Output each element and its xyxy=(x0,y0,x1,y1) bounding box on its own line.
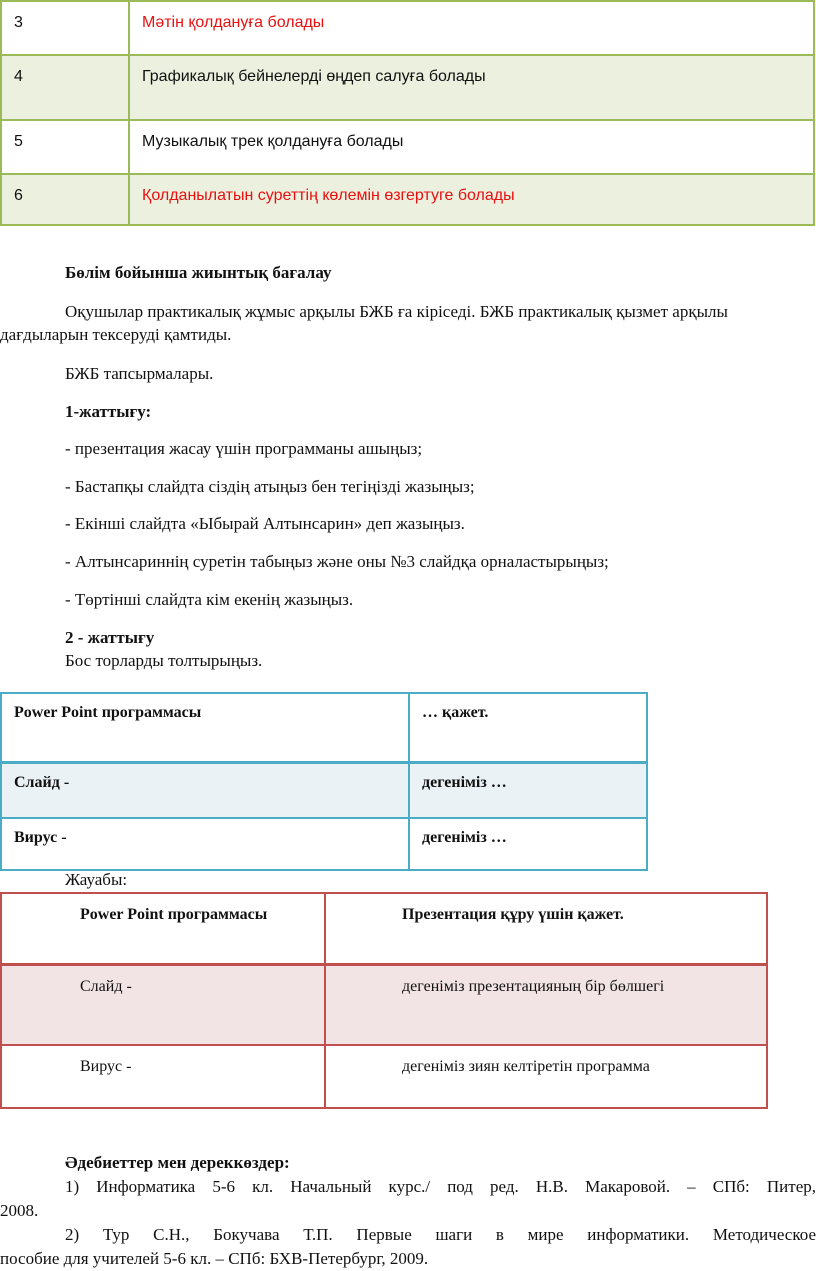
intro-paragraph-line2: дағдыларын тексеруді қамтиды. xyxy=(0,325,232,344)
cell-term: Вирус - xyxy=(1,818,409,870)
references-title: Әдебиеттер мен дереккөздер: xyxy=(65,1153,290,1172)
cell-term: Power Point программасы xyxy=(1,693,409,763)
cell-blank: дегеніміз … xyxy=(409,818,647,870)
table-row xyxy=(1,893,767,965)
reference-item: 1) Информатика 5-6 кл. Начальный курс./ под ред. Н.В. Макаровой. – СПб: Питер, xyxy=(65,1177,816,1196)
tasks-title: БЖБ тапсырмалары. xyxy=(65,364,214,383)
cell-term: Слайд - xyxy=(1,763,409,819)
references xyxy=(0,1151,816,1271)
intro-paragraph-line1: Оқушылар практикалық жұмыс арқылы БЖБ ға кіріседі. БЖБ практикалық қызмет арқылы xyxy=(65,302,728,321)
cell-answer: дегеніміз презентацияның бір бөлшегі xyxy=(325,965,767,1046)
exercise2-title: 2 - жаттығу xyxy=(65,628,155,647)
cell-term: Вирус - xyxy=(1,1045,325,1108)
table-row xyxy=(1,1,814,55)
table-row xyxy=(1,174,814,225)
table-row xyxy=(1,763,647,819)
exercise1-title: 1-жаттығу: xyxy=(65,402,152,421)
table-row xyxy=(1,55,814,120)
cell-term: Слайд - xyxy=(1,965,325,1046)
table-row xyxy=(1,818,647,870)
row-number: 3 xyxy=(1,1,129,55)
row-number: 5 xyxy=(1,120,129,174)
cell-blank: … қажет. xyxy=(409,693,647,763)
exercise1-item: - Бастапқы слайдта сіздің атыңыз бен тегіңізді жазыңыз; xyxy=(65,477,475,496)
cell-answer: дегеніміз зиян келтіретін программа xyxy=(325,1045,767,1108)
table-row xyxy=(1,1045,767,1108)
cell-blank: дегеніміз … xyxy=(409,763,647,819)
cell-term: Power Point программасы xyxy=(1,893,325,965)
reference-item: 2) Тур С.Н., Бокучава Т.П. Первые шаги в мире информатики. Методическое xyxy=(65,1225,816,1244)
row-text: Графикалық бейнелерді өңдеп салуға болады xyxy=(129,55,814,120)
row-text: Музыкалық трек қолдануға болады xyxy=(129,120,814,174)
table-row xyxy=(1,120,814,174)
exercise2-instruction: Бос торларды толтырыңыз. xyxy=(65,651,263,670)
table-row xyxy=(1,965,767,1046)
answer-label: Жауабы: xyxy=(65,870,128,889)
exercise1-item: - Алтынсариннің суретін табыңыз және оны №3 слайдқа орналастырыңыз; xyxy=(65,552,609,571)
exercise1-item: - Төртінші слайдта кім екенің жазыңыз. xyxy=(65,590,354,609)
exercise1-item: - Екінші слайдта «Ыбырай Алтынсарин» деп жазыңыз. xyxy=(65,514,465,533)
row-text: Мәтін қолдануға болады xyxy=(129,1,814,55)
exercise1-item: - презентация жасау үшін программаны ашыңыз; xyxy=(65,439,423,458)
answers-table xyxy=(0,892,768,1109)
row-number: 6 xyxy=(1,174,129,225)
fill-blanks-table xyxy=(0,692,648,871)
row-text: Қолданылатын суреттің көлемін өзгертуге болады xyxy=(129,174,814,225)
section-heading: Бөлім бойынша жиынтық бағалау xyxy=(65,263,332,282)
table-row xyxy=(1,693,647,763)
reference-item-continued: пособие для учителей 5-6 кл. – СПб: БХВ-Петербург, 2009. xyxy=(0,1249,429,1268)
row-number: 4 xyxy=(1,55,129,120)
cell-answer: Презентация құру үшін қажет. xyxy=(325,893,767,965)
reference-item-continued: 2008. xyxy=(0,1201,39,1220)
features-table xyxy=(0,0,815,226)
